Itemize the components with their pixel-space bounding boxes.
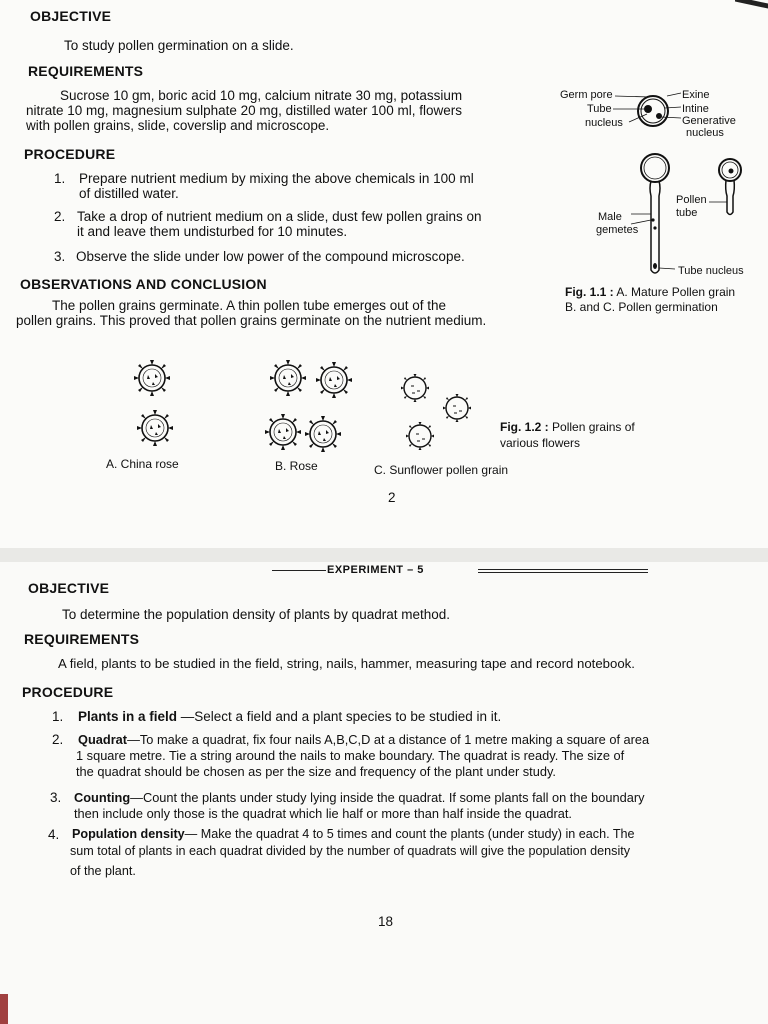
china-rose-label: A. China rose — [106, 457, 179, 471]
requirements-line-1: Sucrose 10 gm, boric acid 10 mg, calcium nitrate 30 mg, potassium — [60, 88, 463, 103]
rose-pollen-grain — [316, 362, 352, 398]
step-4-title: Population density — [72, 827, 185, 841]
header-rule-left — [272, 570, 326, 571]
running-header: EXPERIMENT – 5 — [327, 564, 424, 576]
fig-1-2-caption-line-2: various flowers — [500, 436, 581, 450]
objective-text: To determine the population density of plants by quadrat method. — [62, 607, 450, 622]
step-1-line-1: Prepare nutrient medium by mixing the above chemicals in 100 ml — [79, 171, 474, 186]
step-3-title: Counting — [74, 790, 131, 805]
page-number: 18 — [378, 914, 394, 929]
exine-label: Exine — [682, 89, 710, 101]
page-edge-mark — [0, 994, 8, 1024]
requirements-heading: REQUIREMENTS — [24, 631, 140, 647]
step-number: 4. — [48, 827, 60, 842]
step-4-text: — Make the quadrat 4 to 5 times and count the plants (under study) in each. The — [184, 827, 635, 841]
tube-nucleus-label: nucleus — [585, 117, 623, 129]
fig-1-1-caption-line-2: B. and C. Pollen germination — [565, 300, 718, 314]
requirements-heading: REQUIREMENTS — [28, 63, 144, 79]
pollen-tube-short-drawing — [709, 159, 741, 215]
observations-line-2: pollen grains. This proved that pollen grains germinate on the nutrient medium. — [16, 313, 487, 328]
pollen-tube-label: Pollen — [676, 194, 707, 206]
step-1-text: —Select a field and a plant species to be studied in it. — [177, 709, 502, 724]
objective-text: To study pollen germination on a slide. — [64, 38, 294, 53]
step-2-line-2: it and leave them undisturbed for 10 minutes. — [77, 224, 348, 239]
generative-label: Generative — [682, 115, 736, 127]
requirements-text: A field, plants to be studied in the field, string, nails, hammer, measuring tape and record notebook. — [58, 656, 635, 671]
fig-1-1-caption-line-1 — [565, 285, 735, 299]
rose-pollen-grain — [270, 360, 306, 396]
page-edge-mark — [735, 0, 768, 9]
step-2-text: —To make a quadrat, fix four nails A,B,C,D at a distance of 1 metre making a square of area — [127, 732, 650, 747]
step-3-line-1 — [74, 790, 644, 805]
step-1-title: Plants in a field — [78, 709, 178, 724]
step-number: 3. — [54, 249, 66, 264]
requirements-line-3: with pollen grains, slide, coverslip and microscope. — [26, 118, 330, 133]
rose-pollen-grain — [305, 416, 341, 452]
tube-label: Tube — [587, 103, 612, 115]
intine-label: Intine — [682, 103, 709, 115]
step-3-text: —Count the plants under study lying inside the quadrat. If some plants fall on the boundary — [130, 790, 645, 805]
sunflower-pollen-grain — [401, 374, 429, 402]
observations-heading: OBSERVATIONS AND CONCLUSION — [20, 276, 267, 292]
generative-nucleus-label: nucleus — [686, 127, 724, 139]
observations-line-1: The pollen grains germinate. A thin pollen tube emerges out of the — [52, 298, 447, 313]
step-3-line-1: Observe the slide under low power of the compound microscope. — [76, 249, 465, 264]
mature-pollen-grain-drawing — [613, 93, 681, 126]
step-4-line-3: of the plant. — [70, 864, 136, 878]
step-4-line-1 — [72, 827, 635, 842]
fig-1-1-caption-text: A. Mature Pollen grain — [616, 285, 736, 299]
fig-1-1-caption-label: Fig. 1.1 : — [565, 285, 614, 299]
step-2-title: Quadrat — [78, 732, 128, 747]
step-2-line-1: Take a drop of nutrient medium on a slide, dust few pollen grains on — [77, 209, 482, 224]
page-bottom — [0, 562, 768, 1024]
germ-pore-label: Germ pore — [560, 89, 613, 101]
fig-1-2-caption-line-1 — [500, 420, 635, 434]
objective-heading: OBJECTIVE — [28, 580, 110, 596]
step-2-line-2: 1 square metre. Tie a string around the nails to make boundary. The quadrat is ready. The size of — [76, 748, 625, 763]
pollen-tube-long-drawing — [631, 154, 675, 273]
step-number: 2. — [54, 209, 66, 224]
fig-1-2-caption-text: Pollen grains of — [552, 420, 635, 434]
step-2-line-3: the quadrat should be chosen as per the size and frequency of the plant under study. — [76, 764, 556, 779]
step-number: 2. — [52, 732, 64, 747]
step-number: 1. — [52, 709, 64, 724]
step-1-line-1 — [78, 709, 501, 724]
fig-1-2-caption-label: Fig. 1.2 : — [500, 420, 549, 434]
china-rose-pollen-grain — [134, 360, 170, 396]
step-number: 1. — [54, 171, 66, 186]
sunflower-pollen-grain — [443, 394, 471, 422]
step-2-line-1 — [78, 732, 649, 747]
procedure-heading: PROCEDURE — [22, 684, 114, 700]
step-3-line-2: then include only those is the quadrat which lie half or more than half inside the quadrat. — [74, 806, 572, 821]
step-1-line-2: of distilled water. — [79, 186, 179, 201]
header-rule-right-1 — [478, 569, 648, 570]
china-rose-pollen-grain — [137, 410, 173, 446]
step-4-line-2: sum total of plants in each quadrat divided by the number of quadrats will give the population density — [70, 844, 631, 858]
requirements-line-2: nitrate 10 mg, magnesium sulphate 20 mg, distilled water 100 ml, flowers — [26, 103, 462, 118]
sunflower-pollen-grain — [406, 422, 434, 450]
sunflower-label: C. Sunflower pollen grain — [374, 463, 509, 477]
pollen-grains-figure — [100, 350, 500, 460]
rose-label: B. Rose — [275, 459, 318, 473]
header-rule-right-2 — [478, 572, 648, 573]
tube-nucleus-bottom-label: Tube nucleus — [678, 265, 744, 277]
male-gametes-label: Male — [598, 211, 622, 223]
page-number: 2 — [388, 490, 396, 505]
rose-pollen-grain — [265, 414, 301, 450]
male-gametes-label-2: gemetes — [596, 224, 639, 236]
page-gap — [0, 548, 768, 562]
objective-heading: OBJECTIVE — [30, 8, 112, 24]
step-number: 3. — [50, 790, 62, 805]
pollen-tube-label-2: tube — [676, 207, 698, 219]
procedure-heading: PROCEDURE — [24, 146, 116, 162]
